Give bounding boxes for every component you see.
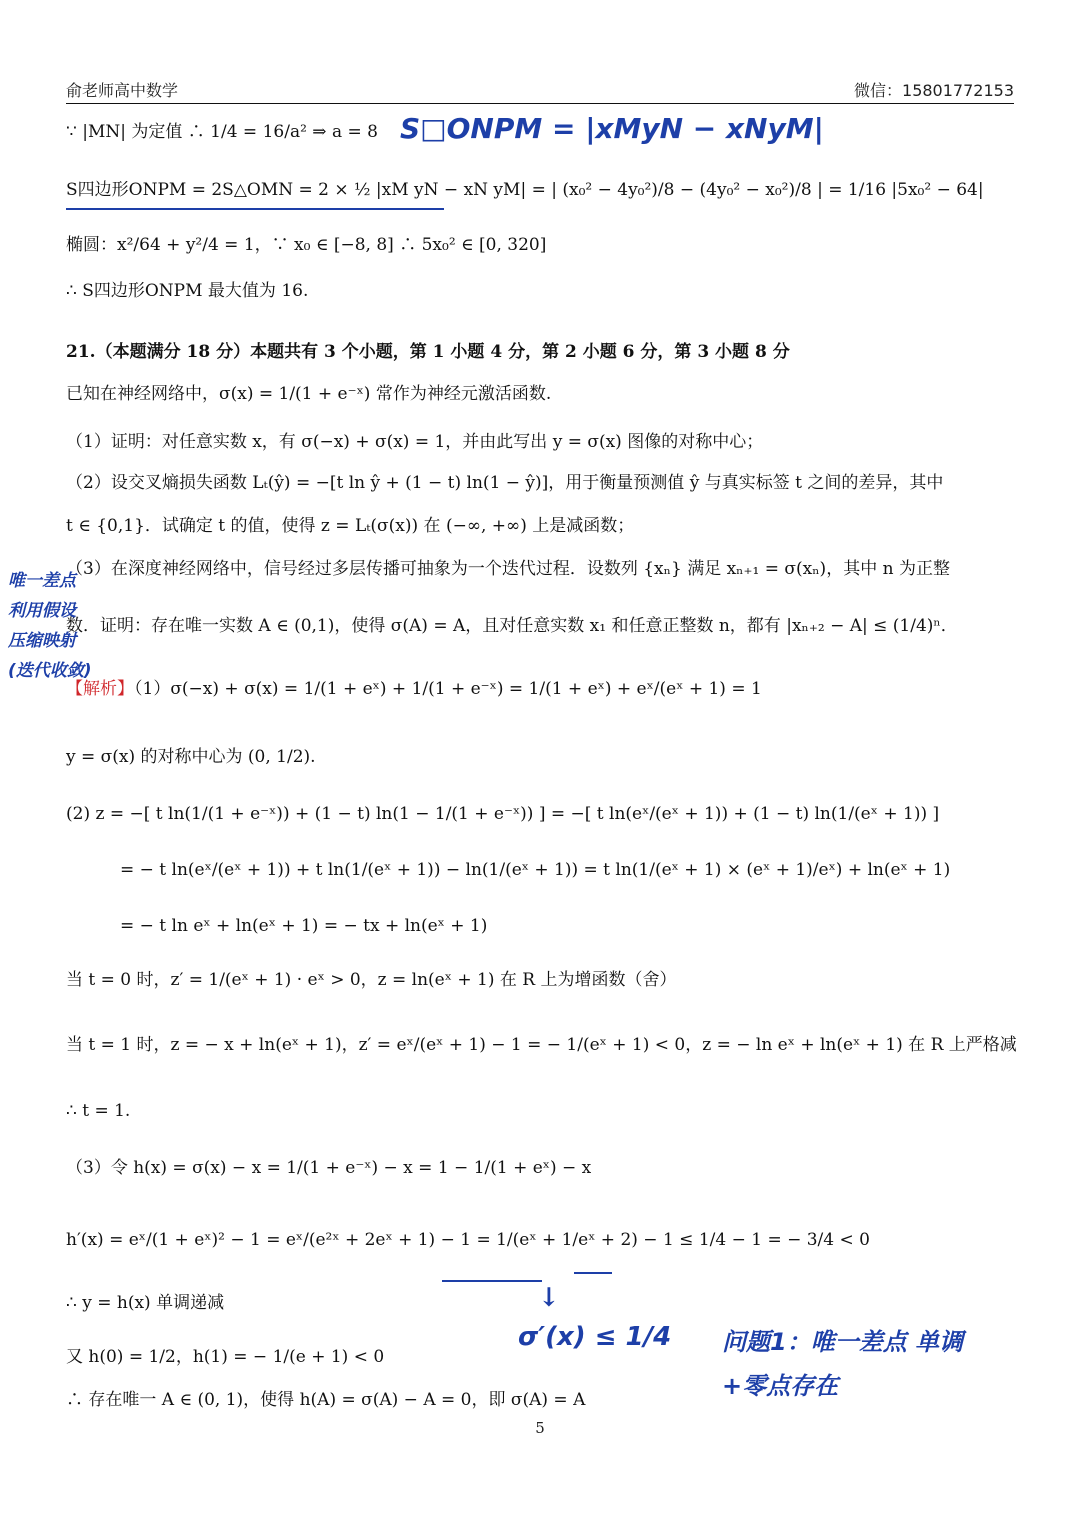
line-1: ∵ |MN| 为定值 ∴ 1/4 = 16/a² ⇒ a = 8 [66, 122, 378, 142]
line-15: = − t ln(eˣ/(eˣ + 1)) + t ln(1/(eˣ + 1)) − ln(1/(eˣ + 1)) = t ln(1/(eˣ + 1) × (eˣ + 1)/eˣ) + ln(eˣ + 1) [120, 860, 951, 880]
line-6: 已知在神经网络中，σ(x) = 1/(1 + e⁻ˣ) 常作为神经元激活函数. [66, 384, 552, 404]
handwritten-underline-denominator [442, 1280, 542, 1282]
handwritten-derivative-bound: σ′(x) ≤ 1/4 [518, 1322, 672, 1352]
handwritten-bottom-note: 问题1：唯一差点 单调+零点存在 [722, 1328, 964, 1400]
handwritten-arrow-down-icon: ↓ [538, 1283, 560, 1313]
line-9: t ∈ {0,1}．试确定 t 的值，使得 z = Lₜ(σ(x)) 在 (−∞, +∞) 上是减函数； [66, 516, 635, 536]
line-23: 又 h(0) = 1/2，h(1) = − 1/(e + 1) < 0 [66, 1347, 385, 1367]
line-12-text: （1）σ(−x) + σ(x) = 1/(1 + eˣ) + 1/(1 + e⁻ˣ) = 1/(1 + eˣ) + eˣ/(eˣ + 1) = 1 [134, 679, 762, 699]
handwritten-underline-quarter [574, 1272, 612, 1274]
problem-21-title: 21.（本题满分 18 分）本题共有 3 个小题，第 1 小题 4 分，第 2 小题 6 分，第 3 小题 8 分 [66, 342, 790, 362]
line-13: y = σ(x) 的对称中心为 (0, 1/2). [66, 747, 316, 767]
line-17: 当 t = 0 时，z′ = 1/(eˣ + 1) · eˣ > 0，z = ln(eˣ + 1) 在 R 上为增函数（舍） [66, 970, 677, 990]
header-right: 微信：15801772153 [854, 81, 1014, 100]
line-3: 椭圆：x²/64 + y²/4 = 1，∵ x₀ ∈ [−8, 8] ∴ 5x₀² ∈ [0, 320] [66, 235, 547, 255]
line-2: S四边形ONPM = 2S△OMN = 2 × ½ |xM yN − xN yM| = | (x₀² − 4y₀²)/8 − (4y₀² − x₀²)/8 | = 1/16 |5x₀² − 64| [66, 180, 984, 200]
line-20: （3）令 h(x) = σ(x) − x = 1/(1 + e⁻ˣ) − x = 1 − 1/(1 + eˣ) − x [66, 1158, 592, 1178]
line-8: （2）设交叉熵损失函数 Lₜ(ŷ) = −[t ln ŷ + (1 − t) ln(1 − ŷ)]，用于衡量预测值 ŷ 与真实标签 t 之间的差异，其中 [66, 473, 944, 493]
line-7: （1）证明：对任意实数 x，有 σ(−x) + σ(x) = 1，并由此写出 y = σ(x) 图像的对称中心； [66, 432, 764, 452]
line-18: 当 t = 1 时，z = − x + ln(eˣ + 1)，z′ = eˣ/(eˣ + 1) − 1 = − 1/(eˣ + 1) < 0，z = − ln eˣ + ln(eˣ + 1) 在 R 上严格减 [66, 1035, 1017, 1055]
line-24: ∴ 存在唯一 A ∈ (0, 1)，使得 h(A) = σ(A) − A = 0，即 σ(A) = A [66, 1390, 586, 1410]
line-16: = − t ln eˣ + ln(eˣ + 1) = − tx + ln(eˣ + 1) [120, 916, 488, 936]
line-4: ∴ S四边形ONPM 最大值为 16. [66, 281, 309, 301]
line-12 [66, 677, 762, 701]
line-21: h′(x) = eˣ/(1 + eˣ)² − 1 = eˣ/(e²ˣ + 2eˣ + 1) − 1 = 1/(eˣ + 1/eˣ + 2) − 1 ≤ 1/4 − 1 = − 3/4 < 0 [66, 1230, 870, 1250]
page-header [66, 78, 1014, 104]
line-22: ∴ y = h(x) 单调递减 [66, 1293, 225, 1313]
header-left: 俞老师高中数学 [66, 81, 179, 100]
line-10: （3）在深度神经网络中，信号经过多层传播可抽象为一个迭代过程．设数列 {xₙ} 满足 xₙ₊₁ = σ(xₙ)，其中 n 为正整 [66, 559, 950, 579]
line-14: (2) z = −[ t ln(1/(1 + e⁻ˣ)) + (1 − t) ln(1 − 1/(1 + e⁻ˣ)) ] = −[ t ln(eˣ/(eˣ + 1)) + (1 − t) ln(1/(eˣ + 1)) ] [66, 804, 940, 824]
handwritten-formula-top: S□ONPM = |xMyN − xNyM| [400, 112, 824, 145]
handwritten-underline-area [66, 208, 444, 210]
line-11: 数．证明：存在唯一实数 A ∈ (0,1)，使得 σ(A) = A，且对任意实数 x₁ 和任意正整数 n，都有 |xₙ₊₂ − A| ≤ (1/4)ⁿ． [66, 616, 958, 636]
line-19: ∴ t = 1. [66, 1101, 131, 1121]
handwritten-side-note: 唯一差点 利用假设 压缩映射 (迭代收敛) [8, 571, 92, 681]
page-number: 5 [535, 1419, 545, 1437]
header-rule [66, 103, 1014, 104]
analysis-tag: 【解析】 [66, 679, 134, 699]
